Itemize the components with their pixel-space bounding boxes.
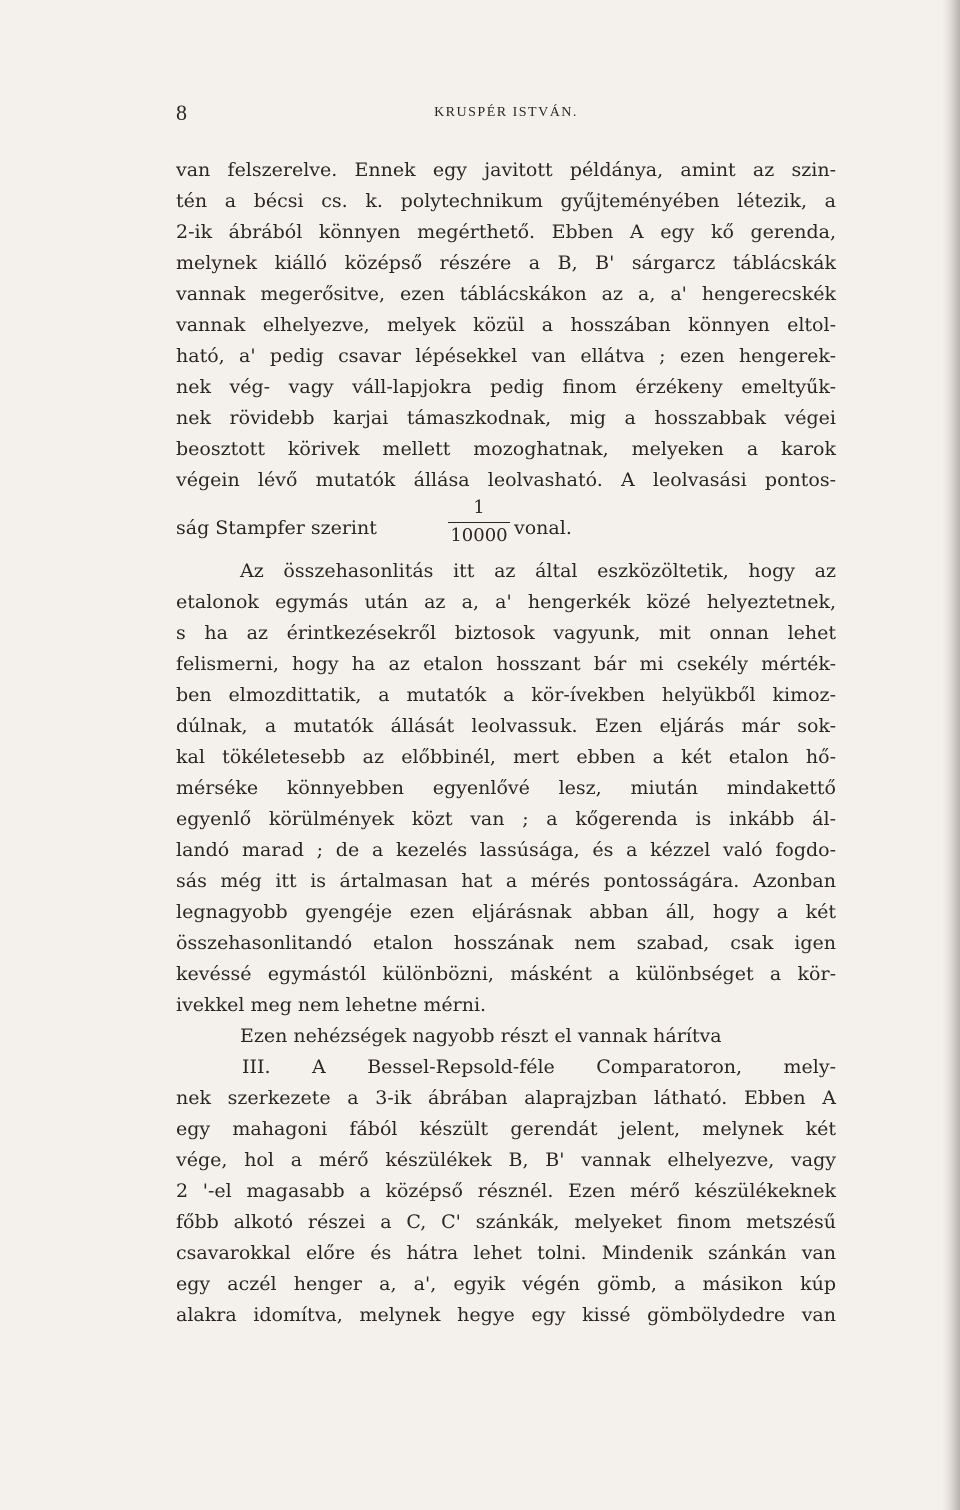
text-line: nek rövidebb karjai támaszkodnak, mig a hosszabbak végei xyxy=(176,407,836,429)
text-line: kevéssé egymástól különbözni, másként a különbséget a kör- xyxy=(176,963,836,985)
text-line: mérséke könnyebben egyenlővé lesz, miután mindakettő xyxy=(176,777,836,799)
text-line: vannak elhelyezve, melyek közül a hosszában könnyen eltol- xyxy=(176,314,836,336)
text-line: beosztott körivek mellett mozoghatnak, melyeken a karok xyxy=(176,438,836,460)
fraction-denominator: 10000 xyxy=(450,525,508,546)
text-line-paragraph: Ezen nehézségek nagyobb részt el vannak hárítva xyxy=(240,1025,722,1047)
text-line: egy aczél henger a, a', egyik végén gömb, a másikon kúp xyxy=(176,1273,836,1295)
text-line: alakra idomítva, melynek hegye egy kissé gömbölydedre van xyxy=(176,1304,836,1326)
text-line: egyenlő körülmények közt van ; a kőgerenda is inkább ál- xyxy=(176,808,836,830)
page-number: 8 xyxy=(176,100,187,125)
fraction-numerator: 1 xyxy=(473,497,485,518)
text-line: tén a bécsi cs. k. polytechnikum gyűjteményében létezik, a xyxy=(176,190,836,212)
text-line: melynek kiálló középső részére a B, B' sárgarcz táblácskák xyxy=(176,252,836,274)
text-line: dúlnak, a mutatók állását leolvassuk. Ezen eljárás már sok- xyxy=(176,715,836,737)
text-line: vannak megerősitve, ezen táblácskákon az a, a' hengerecskék xyxy=(176,283,836,305)
text-line: landó marad ; de a kezelés lassúsága, és a kézzel való fogdo- xyxy=(176,839,836,861)
text-line: 2-ik ábrából könnyen megérthető. Ebben A egy kő gerenda, xyxy=(176,221,836,243)
text-line: összehasonlitandó etalon hosszának nem szabad, csak igen xyxy=(176,932,836,954)
text-line: sás még itt is ártalmasan hat a mérés pontosságára. Azonban xyxy=(176,870,836,892)
fraction xyxy=(446,496,512,549)
page-edge-shadow xyxy=(942,0,960,1510)
text-line-section-heading: III. A Bessel-Repsold-féle Comparatoron, mely- xyxy=(242,1056,836,1078)
text-line: nek vég- vagy váll-lapjokra pedig finom érzékeny emeltyűk- xyxy=(176,376,836,398)
text-line: ható, a' pedig csavar lépésekkel van ellátva ; ezen hengerek- xyxy=(176,345,836,367)
text-line: felismerni, hogy ha az etalon hosszant bár mi csekély mérték- xyxy=(176,653,836,675)
text-line: csavarokkal előre és hátra lehet tolni. Mindenik szánkán van xyxy=(176,1242,836,1264)
formula-line xyxy=(176,496,836,556)
text-line: nek szerkezete a 3-ik ábrában alaprajzban látható. Ebben A xyxy=(176,1087,836,1109)
text-line: vége, hol a mérő készülékek B, B' vannak elhelyezve, vagy xyxy=(176,1149,836,1171)
text-line-paragraph-start: Az összehasonlitás itt az által eszközöltetik, hogy az xyxy=(240,560,836,582)
text-line: legnagyobb gyengéje ezen eljárásnak abban áll, hogy a két xyxy=(176,901,836,923)
text-line: van felszerelve. Ennek egy javitott példánya, amint az szin- xyxy=(176,159,836,181)
running-head: KRUSPÉR ISTVÁN. xyxy=(434,105,578,120)
formula-trail-text: vonal. xyxy=(514,517,572,539)
text-line: 2 '-el magasabb a középső résznél. Ezen mérő készülékeknek xyxy=(176,1180,836,1202)
text-line: végein lévő mutatók állása leolvasható. A leolvasási pontos- xyxy=(176,469,836,491)
body-text xyxy=(176,155,836,1331)
text-line: etalonok egymás után az a, a' hengerkék közé helyeztetnek, xyxy=(176,591,836,613)
text-line: főbb alkotó részei a C, C' szánkák, melyeket finom metszésű xyxy=(176,1211,836,1233)
page-header xyxy=(176,100,836,132)
text-line: egy mahagoni fából készült gerendát jelent, melynek két xyxy=(176,1118,836,1140)
text-line: ben elmozdittatik, a mutatók a kör-ívekben helyükből kimoz- xyxy=(176,684,836,706)
text-line: s ha az érintkezésekről biztosok vagyunk, mit onnan lehet xyxy=(176,622,836,644)
text-line: kal tökéletesebb az előbbinél, mert ebben a két etalon hő- xyxy=(176,746,836,768)
text-line-paragraph-end: ivekkel meg nem lehetne mérni. xyxy=(176,994,487,1016)
formula-lead-text: ság Stampfer szerint xyxy=(176,517,377,539)
